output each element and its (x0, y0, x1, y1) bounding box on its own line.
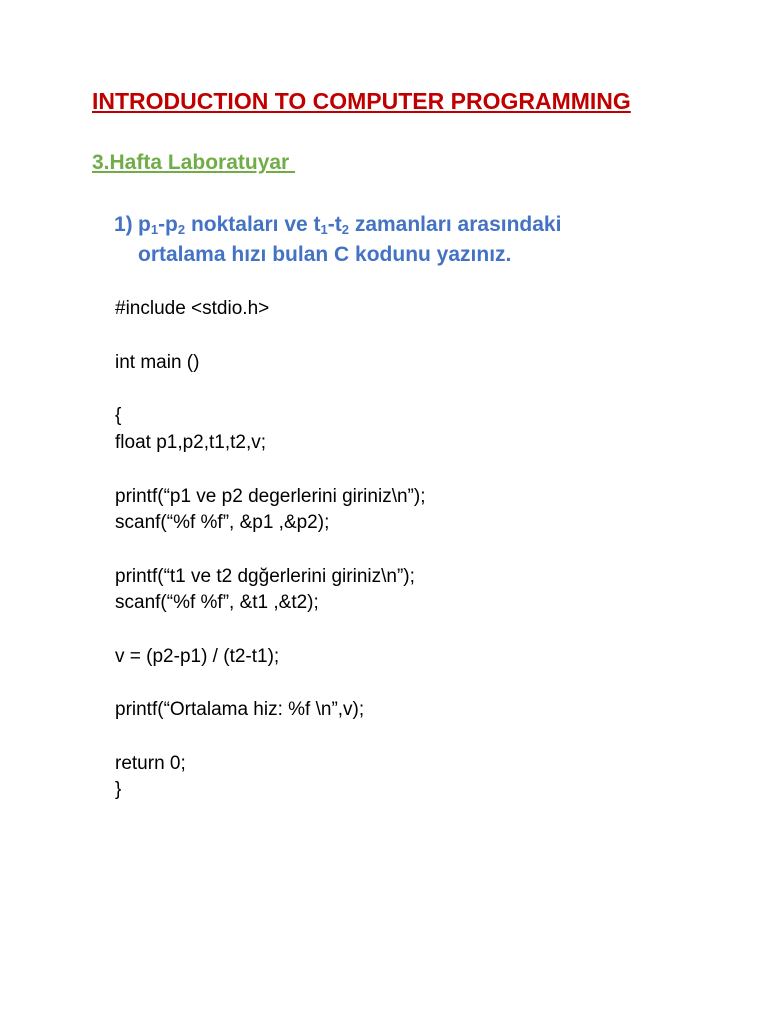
code-line-scanf-p: scanf(“%f %f”, &p1 ,&p2); (115, 512, 330, 533)
code-line-velocity: v = (p2-p1) / (t2-t1); (115, 646, 280, 667)
code-line-scanf-t: scanf(“%f %f”, &t1 ,&t2); (115, 592, 319, 613)
code-line-printf-result: printf(“Ortalama hiz: %f \n”,v); (115, 699, 365, 720)
code-line-close-brace: } (115, 779, 122, 800)
question-text-end: zamanları arasındaki (348, 213, 562, 236)
question-line-1 (138, 210, 561, 240)
question-text-mid: noktaları ve t (185, 213, 321, 236)
code-line-printf-p: printf(“p1 ve p2 degerlerini giriniz\n”); (115, 486, 426, 507)
question-line-2: ortalama hızı bulan C kodunu yazınız. (138, 243, 512, 266)
t-subscript-2: 2 (341, 222, 349, 237)
p-subscript-1: 1 (150, 222, 159, 237)
t-dash: -t (327, 213, 342, 236)
code-line-declarations: float p1,p2,t1,t2,v; (115, 432, 267, 453)
p-dash: -p (158, 213, 178, 236)
question-number: 1) (114, 213, 133, 236)
code-line-main: int main () (115, 352, 200, 373)
t-subscript-1: 1 (320, 222, 328, 237)
code-line-printf-t: printf(“t1 ve t2 dgğerlerini giriniz\n”); (115, 566, 415, 587)
code-line-include: #include <stdio.h> (115, 298, 270, 319)
document-title: INTRODUCTION TO COMPUTER PROGRAMMING (92, 88, 631, 114)
lab-subtitle: 3.Hafta Laboratuyar (92, 151, 296, 174)
code-line-open-brace: { (115, 405, 122, 426)
p-letter: p (138, 213, 151, 236)
p-subscript-2: 2 (177, 222, 186, 237)
code-line-return: return 0; (115, 753, 186, 774)
